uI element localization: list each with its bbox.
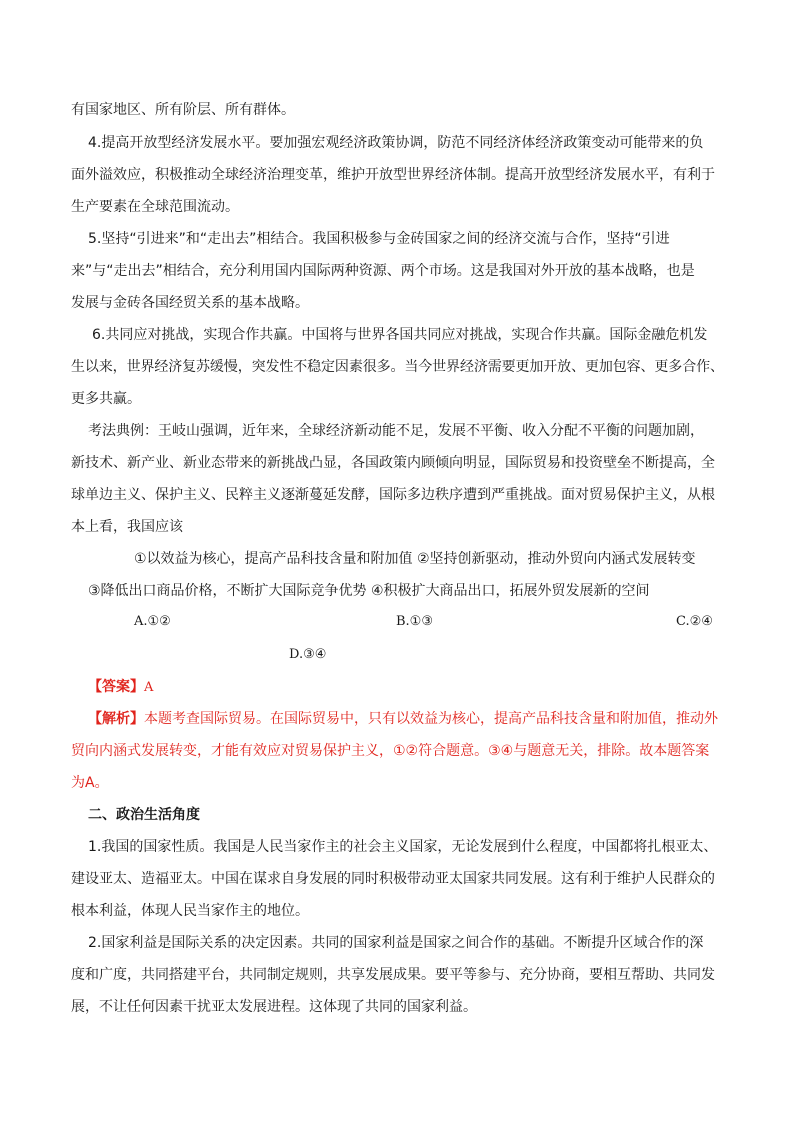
example-line-1: 考法典例：王岐山强调，近年来，全球经济新动能不足，发展不平衡、收入分配不平衡的问题加剧， (88, 423, 704, 439)
intro-tail: 有国家地区、所有阶层、所有群体。 (71, 102, 295, 118)
option-b[interactable]: B.①③ (396, 614, 433, 629)
statement-line-1: ①以效益为核心，提高产品科技含量和附加值 ②坚持创新驱动，推动外贸向内涵式发展转变 (134, 551, 696, 567)
p6-line-2: 生以来，世界经济复苏缓慢，突发性不稳定因素很多。当今世界经济需要更加开放、更加包容、更多合作、 (71, 359, 724, 375)
p4-line-2: 面外溢效应，积极推动全球经济治理变革，维护开放型世界经济体制。提高开放型经济发展水平，有利于 (71, 167, 715, 183)
answer-line (88, 677, 153, 698)
option-a[interactable]: A.①② (134, 614, 171, 629)
p4-line-3: 生产要素在全球范围流动。 (71, 199, 239, 215)
option-d[interactable]: D.③④ (289, 647, 327, 662)
s2p1-line-3: 根本利益，体现人民当家作主的地位。 (71, 903, 309, 919)
s2p2-line-1: 2.国家利益是国际关系的决定因素。共同的国家利益是国家之间合作的基础。不断提升区域合作的深 (88, 935, 704, 951)
analysis-text-1: 本题考查国际贸易。在国际贸易中，只有以效益为核心，提高产品科技含量和附加值，推动外 (144, 711, 718, 727)
s2p1-line-2: 建设亚太、造福亚太。中国在谋求自身发展的同时积极带动亚太国家共同发展。这有利于维护人民群众的 (71, 871, 715, 887)
p4-line-1: 4.提高开放型经济发展水平。要加强宏观经济政策协调，防范不同经济体经济政策变动可能带来的负 (88, 135, 704, 151)
s2p2-line-3: 展，不让任何因素干扰亚太发展进程。这体现了共同的国家利益。 (71, 999, 477, 1015)
example-line-2: 新技术、新产业、新业态带来的新挑战凸显，各国政策内顾倾向明显，国际贸易和投资壁垒不断提高，全 (71, 455, 715, 471)
example-line-4: 本上看，我国应该 (71, 519, 183, 535)
answer-tag: 【答案】 (88, 679, 144, 695)
analysis-line-2: 贸向内涵式发展转变，才能有效应对贸易保护主义，①②符合题意。③④与题意无关，排除。故本题答案 (71, 743, 710, 759)
p6-line-3: 更多共赢。 (71, 391, 141, 407)
example-line-3: 球单边主义、保护主义、民粹主义逐渐蔓延发酵，国际多边秩序遭到严重挑战。面对贸易保护主义，从根 (71, 487, 715, 503)
p5-line-3: 发展与金砖各国经贸关系的基本战略。 (71, 295, 309, 311)
answer-value: A (144, 680, 154, 695)
analysis-line-3: 为A。 (71, 775, 109, 791)
analysis-line-1 (88, 709, 718, 729)
analysis-tag: 【解析】 (88, 711, 144, 727)
section-2-title: 二、政治生活角度 (88, 807, 200, 823)
statement-line-2: ③降低出口商品价格，不断扩大国际竞争优势 ④积极扩大商品出口，拓展外贸发展新的空间 (88, 583, 650, 599)
s2p2-line-2: 度和广度，共同搭建平台，共同制定规则，共享发展成果。要平等参与、充分协商，要相互帮助、共同发 (71, 967, 715, 983)
p6-line-1: 6.共同应对挑战，实现合作共赢。中国将与世界各国共同应对挑战，实现合作共赢。国际金融危机发 (92, 327, 708, 343)
p5-line-1: 5.坚持“引进来”和“走出去”相结合。我国积极参与金砖国家之间的经济交流与合作，坚持“引进 (88, 231, 670, 247)
option-c[interactable]: C.②④ (676, 614, 713, 629)
p5-line-2: 来”与“走出去”相结合，充分利用国内国际两种资源、两个市场。这是我国对外开放的基本战略，也是 (71, 263, 695, 279)
s2p1-line-1: 1.我国的国家性质。我国是人民当家作主的社会主义国家，无论发展到什么程度，中国都将扎根亚太、 (88, 839, 718, 855)
